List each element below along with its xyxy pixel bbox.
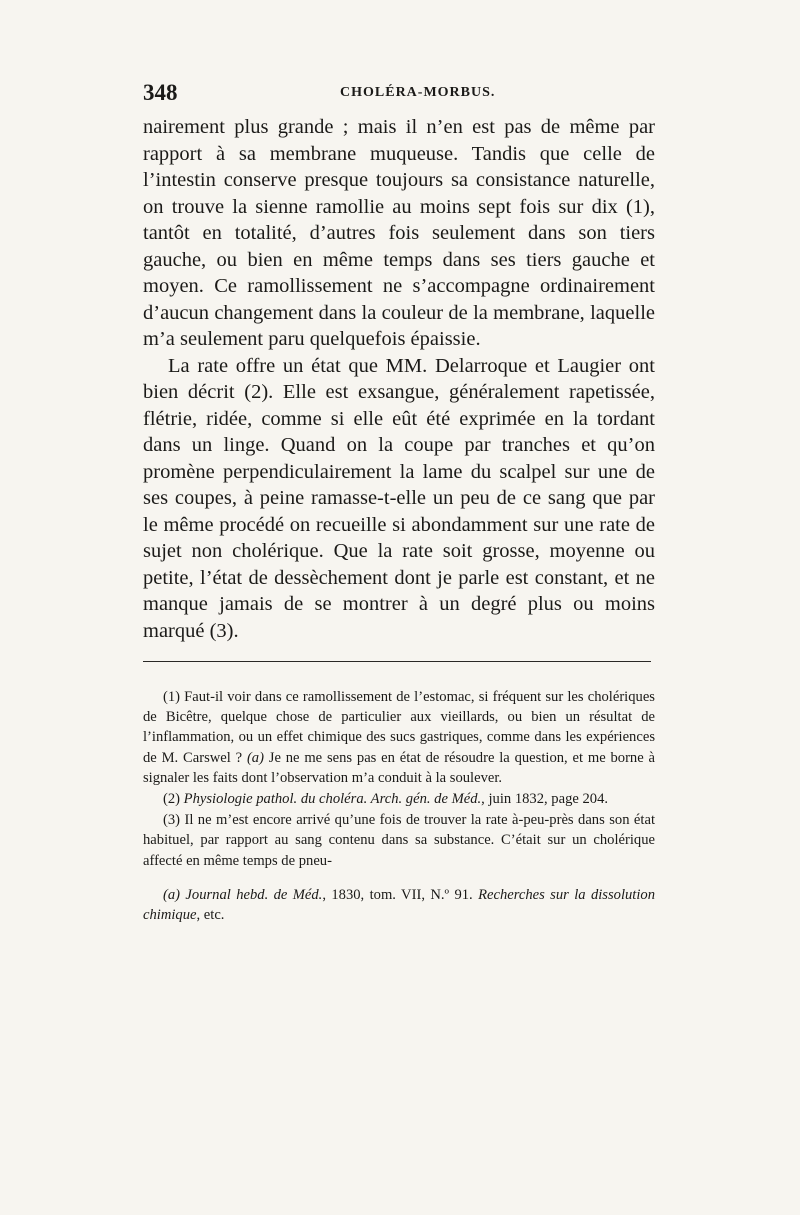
running-head: CHOLÉRA-MORBUS. — [340, 85, 496, 100]
footnote-2 — [143, 789, 655, 809]
main-text — [143, 114, 655, 644]
footnote-1-text-a: (1) Faut-il voir dans ce ramollissement de l’estomac, si fréquent sur les cholériques de Bicêtre, quelque chose de particulier aux vieillards, ou bien un résultat de l’inflammation, ou un effet chimique des sucs gastriques, comme dans les expériences de M. Carswel ? — [143, 689, 655, 766]
paragraph-1: nairement plus grande ; mais il n’en est pas de même par rapport à sa membrane muqueuse. Tandis que celle de l’intestin conserve presque toujours sa consistance naturelle, on trouve la sienne ramollie au moins sept fois sur dix (1), tantôt en totalité, d’autres fois seulement dans son tiers gauche, ou bien en même temps dans ses tiers gauche et moyen. Ce ramollissement ne s’accompagne ordinairement d’aucun changement dans la couleur de la membrane, laquelle m’a seulement paru quelquefois épaissie. — [143, 116, 655, 350]
subnote-a-middle: , 1830, tom. VII, N.º 91. — [322, 886, 479, 903]
footnote-1-text-b: Je ne me sens pas en état de résoudre la question, et me borne à signaler les faits dont l’observation m’a conduit à la soulever. — [143, 749, 655, 786]
footnote-1-ref-mark: (a) — [246, 749, 264, 766]
sub-footnotes — [143, 885, 655, 925]
footnote-2-rest: , juin 1832, page 204. — [481, 791, 609, 808]
page-number: 348 — [143, 80, 178, 105]
footnote-1 — [143, 687, 655, 788]
page-header — [143, 80, 655, 114]
subnote-a-work: Recherches sur la dissolution chimique — [143, 886, 656, 924]
subnote-a — [143, 885, 655, 925]
subnote-a-mark: (a) — [163, 886, 181, 903]
book-page — [143, 80, 655, 925]
footnote-2-title: Physiologie pathol. du choléra. Arch. gén. de Méd. — [183, 791, 482, 808]
subnote-a-end: , etc. — [196, 907, 225, 924]
footnotes — [143, 687, 655, 871]
footnote-separator — [143, 661, 651, 662]
footnote-2-num: (2) — [163, 791, 184, 808]
footnote-3: (3) Il ne m’est encore arrivé qu’une fois de trouver la rate à-peu-près dans son état habituel, par rapport au sang contenu dans sa substance. C’était sur un cholérique affecté en même temps de pneu- — [143, 812, 655, 869]
subnote-a-journal: Journal hebd. de Méd. — [185, 886, 323, 903]
paragraph-2: La rate offre un état que MM. Delarroque et Laugier ont bien décrit (2). Elle est exsangue, généralement rapetissée, flétrie, ridée, comme si elle eût été exprimée en la tordant dans un linge. Quand on la coupe par tranches et qu’on promène perpendiculairement la lame du scalpel sur une de ses coupes, à peine ramasse-t-elle un peu de ce sang que par le même procédé on recueille si abondamment sur une rate de sujet non cholérique. Que la rate soit grosse, moyenne ou petite, l’état de dessèchement dont je parle est constant, et ne manque jamais de se montrer à un degré plus ou moins marqué (3). — [143, 354, 655, 642]
